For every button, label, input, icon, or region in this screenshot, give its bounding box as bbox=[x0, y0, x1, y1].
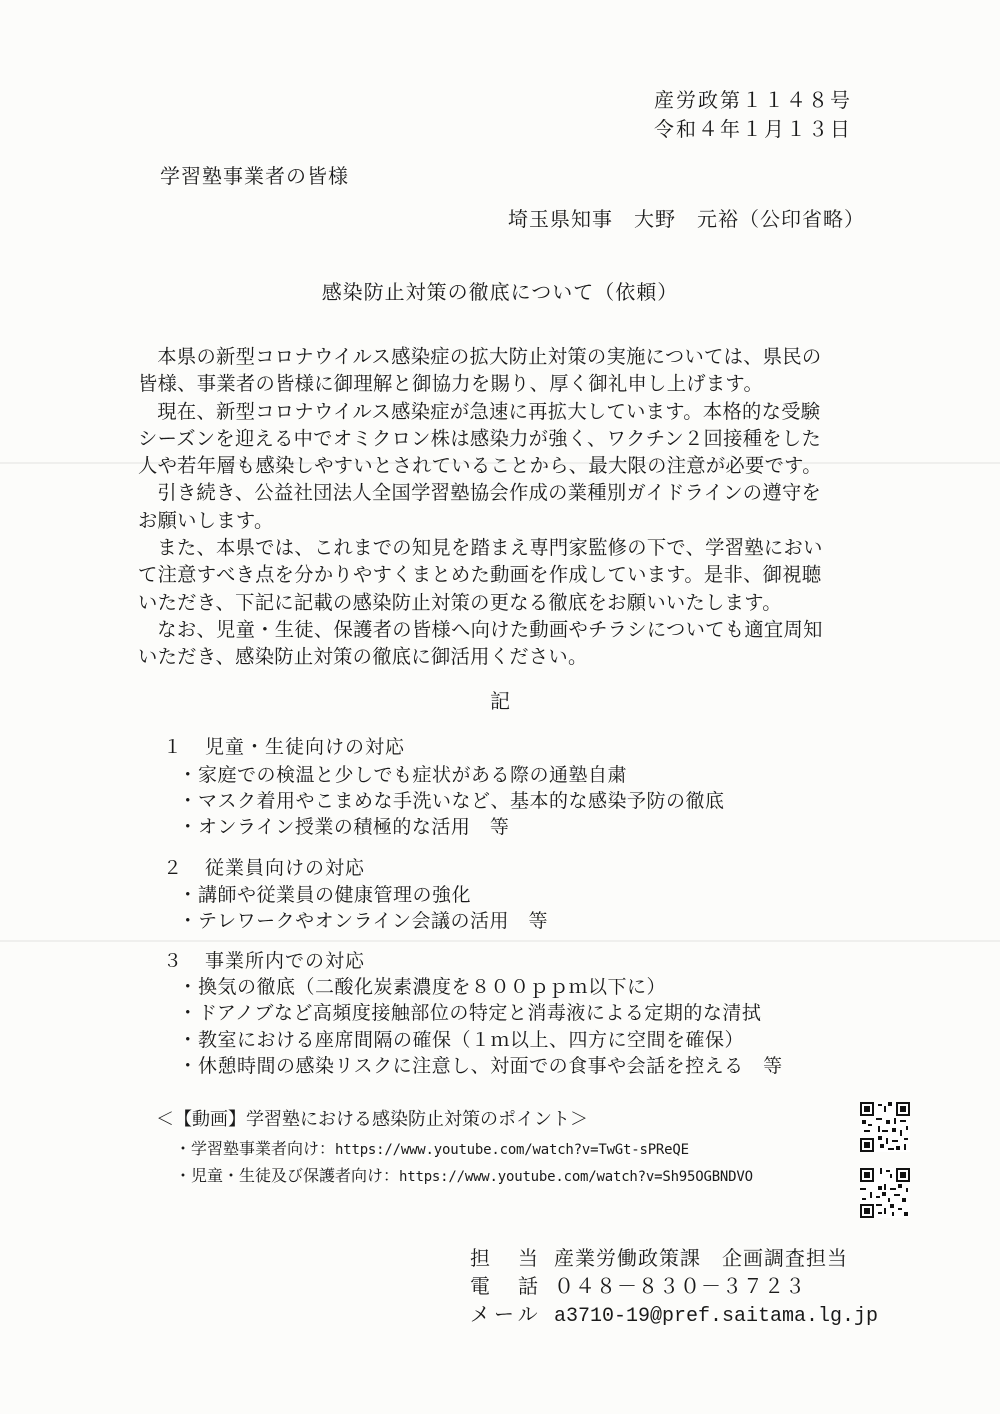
section-heading-1 bbox=[163, 732, 405, 759]
document-title: 感染防止対策の徹底について（依頼） bbox=[321, 280, 679, 304]
list-item-text: ドアノブなど高頻度接触部位の特定と消毒液による定期的な清拭 bbox=[198, 1002, 762, 1024]
bullet: ・ bbox=[178, 816, 198, 838]
contact-person bbox=[470, 1242, 848, 1271]
list-item bbox=[178, 1025, 744, 1052]
body-paragraph: なお、児童・生徒、保護者の皆様へ向けた動画やチラシについても適宜周知いただき、感染防止対策の徹底に御活用ください。 bbox=[138, 617, 823, 669]
section-number: ２ bbox=[163, 857, 184, 879]
paper-fold-line bbox=[0, 940, 1000, 942]
contact-email[interactable]: a3710-19@pref.saitama.lg.jp bbox=[554, 1305, 879, 1328]
list-item-text: 換気の徹底（二酸化炭素濃度を８００ｐｐｍ以下に） bbox=[198, 976, 667, 998]
document-number: 産労政第１１４８号 bbox=[654, 88, 852, 112]
video-link-row bbox=[175, 1136, 689, 1159]
body-paragraph: 本県の新型コロナウイルス感染症の拡大防止対策の実施については、県民の皆様、事業者の皆様に御理解と御協力を賜り、厚く御礼申し上げます。 bbox=[138, 345, 822, 396]
bullet: ・ bbox=[178, 1055, 198, 1077]
contact-label: メール bbox=[470, 1302, 542, 1326]
video-link-url[interactable]: https://www.youtube.com/watch?v=Sh95OGBNDVO bbox=[399, 1169, 753, 1185]
list-item-text: マスク着用やこまめな手洗いなど、基本的な感染予防の徹底 bbox=[198, 790, 725, 812]
list-item bbox=[178, 786, 725, 813]
list-item-text: 休憩時間の感染リスクに注意し、対面での食事や会話を控える 等 bbox=[198, 1055, 783, 1077]
bullet: ・ bbox=[178, 1029, 198, 1051]
video-link-label: ・児童・生徒及び保護者向け： bbox=[175, 1166, 400, 1185]
section-number: １ bbox=[163, 736, 184, 758]
qr-code-icon[interactable] bbox=[860, 1102, 910, 1152]
video-link-url[interactable]: https://www.youtube.com/watch?v=TwGt-sPReQE bbox=[335, 1142, 689, 1158]
list-item bbox=[178, 880, 471, 907]
ki-marker: 記 bbox=[490, 689, 510, 713]
contact-value: 産業労働政策課 企画調査担当 bbox=[554, 1246, 848, 1270]
video-link-label: ・学習塾事業者向け： bbox=[175, 1139, 336, 1158]
section-title: 事業所内での対応 bbox=[205, 950, 366, 972]
contact-phone bbox=[470, 1270, 806, 1299]
bullet: ・ bbox=[178, 976, 198, 998]
body-paragraph: また、本県では、これまでの知見を踏まえ専門家監修の下で、学習塾において注意すべき点を分かりやすくまとめた動画を作成しています。是非、御視聴いただき、下記に記載の感染防止対策の更なる徹底をお願いいたします。 bbox=[138, 536, 823, 614]
sender: 埼玉県知事 大野 元裕（公印省略） bbox=[508, 207, 865, 231]
body-text bbox=[138, 343, 838, 671]
list-item-text: 家庭での検温と少しでも症状がある際の通塾自粛 bbox=[198, 764, 628, 786]
list-item-text: オンライン授業の積極的な活用 等 bbox=[198, 816, 510, 838]
list-item-text: テレワークやオンライン会議の活用 等 bbox=[198, 910, 549, 932]
contact-label: 担 当 bbox=[470, 1246, 542, 1270]
bullet: ・ bbox=[178, 1002, 198, 1024]
body-paragraph: 引き続き、公益社団法人全国学習塾協会作成の業種別ガイドラインの遵守をお願いします。 bbox=[138, 481, 822, 532]
recipient: 学習塾事業者の皆様 bbox=[160, 164, 349, 188]
document-date: 令和４年１月１３日 bbox=[654, 117, 852, 141]
bullet: ・ bbox=[178, 910, 198, 932]
list-item-text: 教室における座席間隔の確保（１ｍ以上、四方に空間を確保） bbox=[198, 1029, 745, 1051]
qr-code-icon[interactable] bbox=[860, 1168, 910, 1218]
section-heading-3 bbox=[163, 946, 365, 973]
section-heading-2 bbox=[163, 853, 365, 880]
list-item bbox=[178, 972, 666, 999]
video-link-row bbox=[175, 1163, 753, 1186]
list-item bbox=[178, 906, 548, 933]
bullet: ・ bbox=[178, 764, 198, 786]
list-item-text: 講師や従業員の健康管理の強化 bbox=[198, 884, 472, 906]
list-item bbox=[178, 760, 627, 787]
section-title: 児童・生徒向けの対応 bbox=[205, 736, 406, 758]
bullet: ・ bbox=[178, 790, 198, 812]
video-heading: ＜【動画】学習塾における感染防止対策のポイント＞ bbox=[156, 1109, 588, 1130]
contact-value: ０４８－８３０－３７２３ bbox=[554, 1274, 806, 1298]
list-item bbox=[178, 812, 509, 839]
body-paragraph: 現在、新型コロナウイルス感染症が急速に再拡大しています。本格的な受験シーズンを迎える中でオミクロン株は感染力が強く、ワクチン２回接種をした人や若年層も感染しやすいとされていることから、最大限の注意が必要です。 bbox=[138, 399, 822, 478]
section-title: 従業員向けの対応 bbox=[205, 857, 366, 879]
section-number: ３ bbox=[163, 950, 184, 972]
list-item bbox=[178, 998, 761, 1025]
list-item bbox=[178, 1051, 783, 1078]
bullet: ・ bbox=[178, 884, 198, 906]
contact-mail bbox=[470, 1298, 878, 1328]
contact-label: 電 話 bbox=[470, 1274, 542, 1298]
